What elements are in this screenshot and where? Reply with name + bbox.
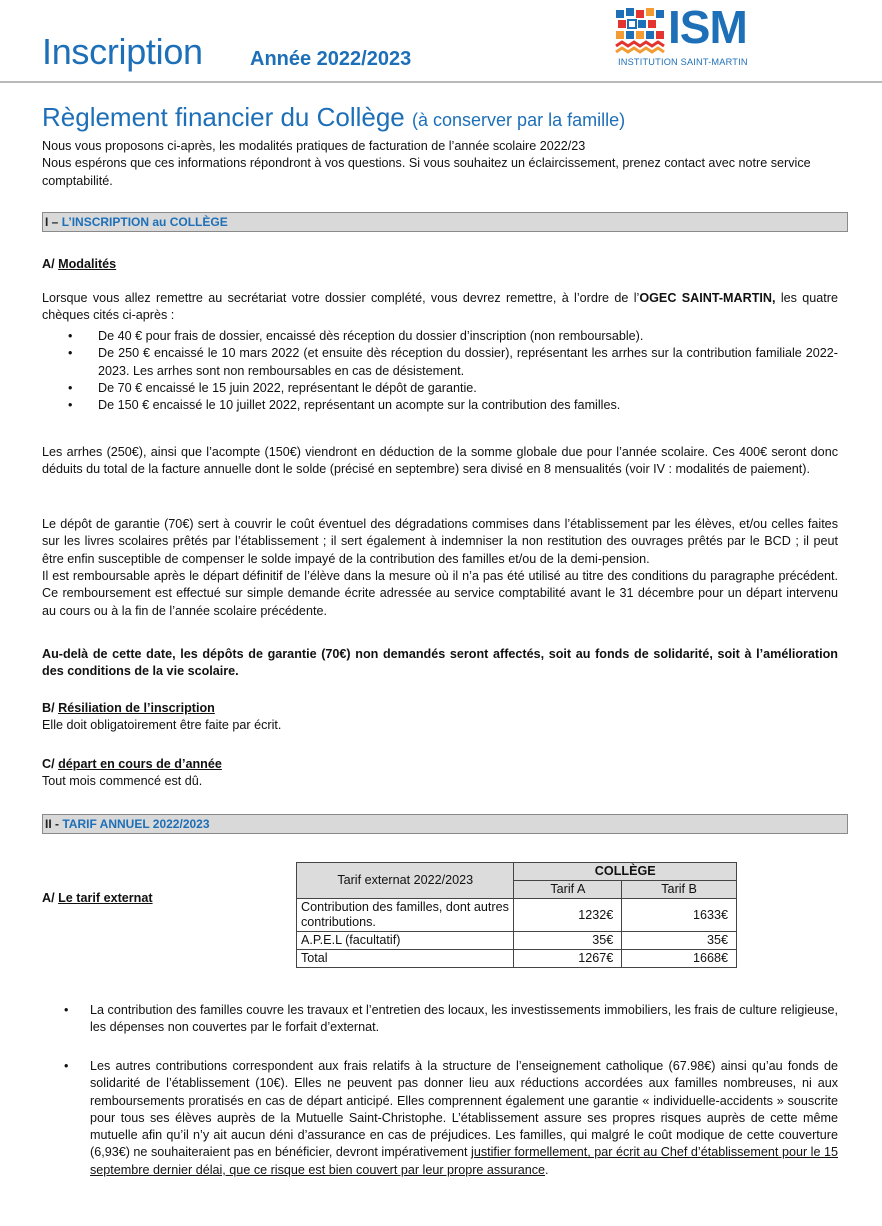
- table-cell-label: Total: [297, 950, 514, 968]
- subsection-title: Résiliation de l’inscription: [58, 701, 215, 715]
- list-item-text: De 250 € encaissé le 10 mars 2022 (et ensuite dès réception du dossier), représentant les arrhes sur la contribution familiale 2022-2023. Les arrhes sont non remboursables en cas de désistement.: [98, 346, 838, 378]
- list-item: [64, 345, 838, 380]
- bullet-icon: •: [68, 380, 73, 395]
- subsection-title: Modalités: [58, 257, 117, 271]
- subsection-heading-tarif-externat: [42, 890, 153, 907]
- table-corner-header: Tarif externat 2022/2023: [297, 863, 514, 899]
- paragraph-text-end: les quatre chèques cités ci-après :: [42, 291, 838, 323]
- list-item-text: La contribution des familles couvre les travaux et l’entretien des locaux, les investissements immobiliers, les frais de culture religieuse, les dépenses non couvertes par le forfait d’externat.: [90, 1003, 838, 1035]
- table-cell-value: 1232€: [514, 899, 622, 932]
- tarif-notes-list-2: [60, 1058, 838, 1179]
- table-cell-label: A.P.E.L (facultatif): [297, 932, 514, 950]
- table-row: [297, 950, 737, 968]
- intro-line-1: Nous vous proposons ci-après, les modalités pratiques de facturation de l’année scolaire 2022/23: [42, 139, 586, 153]
- bullet-icon: •: [68, 329, 73, 343]
- table-column-header: Tarif B: [622, 881, 737, 899]
- subsection-label: C/: [42, 757, 59, 771]
- list-item: [64, 328, 838, 345]
- list-item-text: De 70 € encaissé le 15 juin 2022, représentant le dépôt de garantie.: [98, 380, 477, 395]
- section-heading-inscription: [42, 212, 848, 232]
- table-cell-value: 1267€: [514, 950, 622, 968]
- subsection-heading-resiliation: [42, 700, 281, 717]
- cheques-list: [64, 328, 838, 414]
- bullet-icon: •: [64, 1003, 69, 1017]
- subsection-heading-depart: [42, 756, 222, 773]
- table-row: [297, 899, 737, 932]
- table-row: [297, 932, 737, 950]
- paragraph-cheques: [42, 290, 838, 325]
- list-item: [60, 1002, 838, 1037]
- tarif-notes-list: [60, 1002, 838, 1037]
- logo-wordmark: ISM: [668, 1, 747, 53]
- subsection-resiliation: [42, 700, 281, 735]
- table-header-row: [297, 863, 737, 881]
- list-item: [64, 380, 838, 397]
- table-cell-value: 1633€: [622, 899, 737, 932]
- bullet-icon: •: [68, 398, 73, 413]
- table-group-header: COLLÈGE: [514, 863, 737, 881]
- bullet-icon: •: [64, 1059, 69, 1073]
- bullet-icon: •: [68, 346, 73, 361]
- underlined-requirement: justifier formellement, par écrit au Chef d’établissement pour le 15 septembre dernier délai, que ce risque est bien couvert par leur propre assurance: [90, 1145, 838, 1177]
- header-divider: [0, 81, 882, 83]
- paragraph-arrhes: Les arrhes (250€), ainsi que l’acompte (150€) viendront en déduction de la somme globale due pour l’année scolaire. Ces 400€ seront donc déduits du total de la facture annuelle dont le solde (précisé en septembre) sera divisé en 8 mensualités (voir IV : modalités de paiement).: [42, 445, 838, 477]
- document-title-note: (à conserver par la famille): [412, 110, 626, 130]
- intro-line-2: Nous espérons que ces informations répondront à vos questions. Si vous souhaitez un éclaircissement, prenez contact avec notre service comptabilité.: [42, 156, 811, 188]
- subsection-depart: [42, 756, 222, 791]
- table-cell-value: 35€: [514, 932, 622, 950]
- section-title: TARIF ANNUEL 2022/2023: [62, 817, 210, 831]
- table-cell-label: Contribution des familles, dont autres contributions.: [297, 899, 514, 932]
- tarif-table: [296, 862, 737, 968]
- paragraph-depot-garantie: Le dépôt de garantie (70€) sert à couvrir le coût éventuel des dégradations commises dans l’établissement par les élèves, et/ou celles faites sur les livres scolaires prêtés par l’établissement ; il sert également à indemniser la non restitution des ouvrages prêtés par le BCD ; il peut être enfin susceptible de compenser le solde impayé de la contribution des familles et/ou de la demi-pension.: [42, 517, 838, 566]
- paragraph-text: Lorsque vous allez remettre au secrétariat votre dossier complété, vous devrez remettre, à l’ordre de l’: [42, 291, 640, 305]
- section-number: I –: [45, 215, 62, 229]
- ogec-name: OGEC SAINT-MARTIN,: [639, 291, 776, 305]
- subsection-title: départ en cours de d’année: [58, 757, 222, 771]
- ism-logo: [614, 1, 776, 70]
- list-item-text: De 40 € pour frais de dossier, encaissé dès réception du dossier d’inscription (non remboursable).: [98, 329, 644, 343]
- page-header: [0, 0, 882, 86]
- intro: [42, 138, 842, 190]
- section-heading-tarif: [42, 814, 848, 834]
- depart-text: Tout mois commencé est dû.: [42, 774, 203, 789]
- table-cell-value: 35€: [622, 932, 737, 950]
- subsection-heading-modalites: [42, 256, 116, 273]
- logo-mosaic-icon: [614, 6, 666, 56]
- subsection-title: Le tarif externat: [58, 891, 153, 905]
- paragraph-affectation: Au-delà de cette date, les dépôts de garantie (70€) non demandés seront affectés, soit au fonds de solidarité, soit à l’amélioration des conditions de la vie scolaire.: [42, 647, 838, 679]
- subsection-label: B/: [42, 701, 59, 715]
- table-column-header: Tarif A: [514, 881, 622, 899]
- resiliation-text: Elle doit obligatoirement être faite par écrit.: [42, 718, 282, 733]
- logo-subtitle: INSTITUTION SAINT-MARTIN: [618, 57, 748, 67]
- paragraph-remboursement: Il est remboursable après le départ définitif de l’élève dans la mesure où il n’a pas été utilisé au titre des conditions du paragraphe précédent. Ce remboursement est effectué sur simple demande écrite adressée au service comptabilité avant le 31 décembre pour un départ intervenu au cours ou à la fin de l’année scolaire précédente.: [42, 569, 838, 618]
- document-title: [42, 100, 625, 137]
- list-item-text: Les autres contributions correspondent aux frais relatifs à la structure de l’enseignement catholique (67.98€) ainsi qu’au fonds de solidarité de l’établissement (10€). Elles ne peuvent pas donner lieu aux réductions accordées aux familles nombreuses, ni aux remboursements proratisés en cas de départ anticipé. Elles comprennent également une garantie « individuelle-accidents » souscrite pour tous ses élèves auprès de la Mutuelle Saint-Christophe. L’établissement assure ses propres risques auprès de cette même mutuelle afin qu’il n’y ait aucun déni d’assurance en cas de préjudices. Les familles, qui malgré le coût modique de cette couverture (6,93€) ne souhaiteraient pas en bénéficier, devront impérativement: [90, 1059, 838, 1160]
- list-item-text-end: .: [545, 1162, 549, 1177]
- school-year: Année 2022/2023: [250, 48, 412, 70]
- document-title-text: Règlement financier du Collège: [42, 102, 405, 132]
- list-item-text: De 150 € encaissé le 10 juillet 2022, représentant un acompte sur la contribution des familles.: [98, 398, 621, 413]
- subsection-label: A/: [42, 257, 59, 271]
- subsection-label: A/: [42, 891, 59, 905]
- page-title: Inscription: [42, 31, 203, 72]
- table-cell-value: 1668€: [622, 950, 737, 968]
- list-item: [64, 397, 838, 414]
- section-title: L’INSCRIPTION au COLLÈGE: [61, 215, 228, 229]
- section-number: II -: [45, 817, 63, 831]
- list-item: [60, 1058, 838, 1179]
